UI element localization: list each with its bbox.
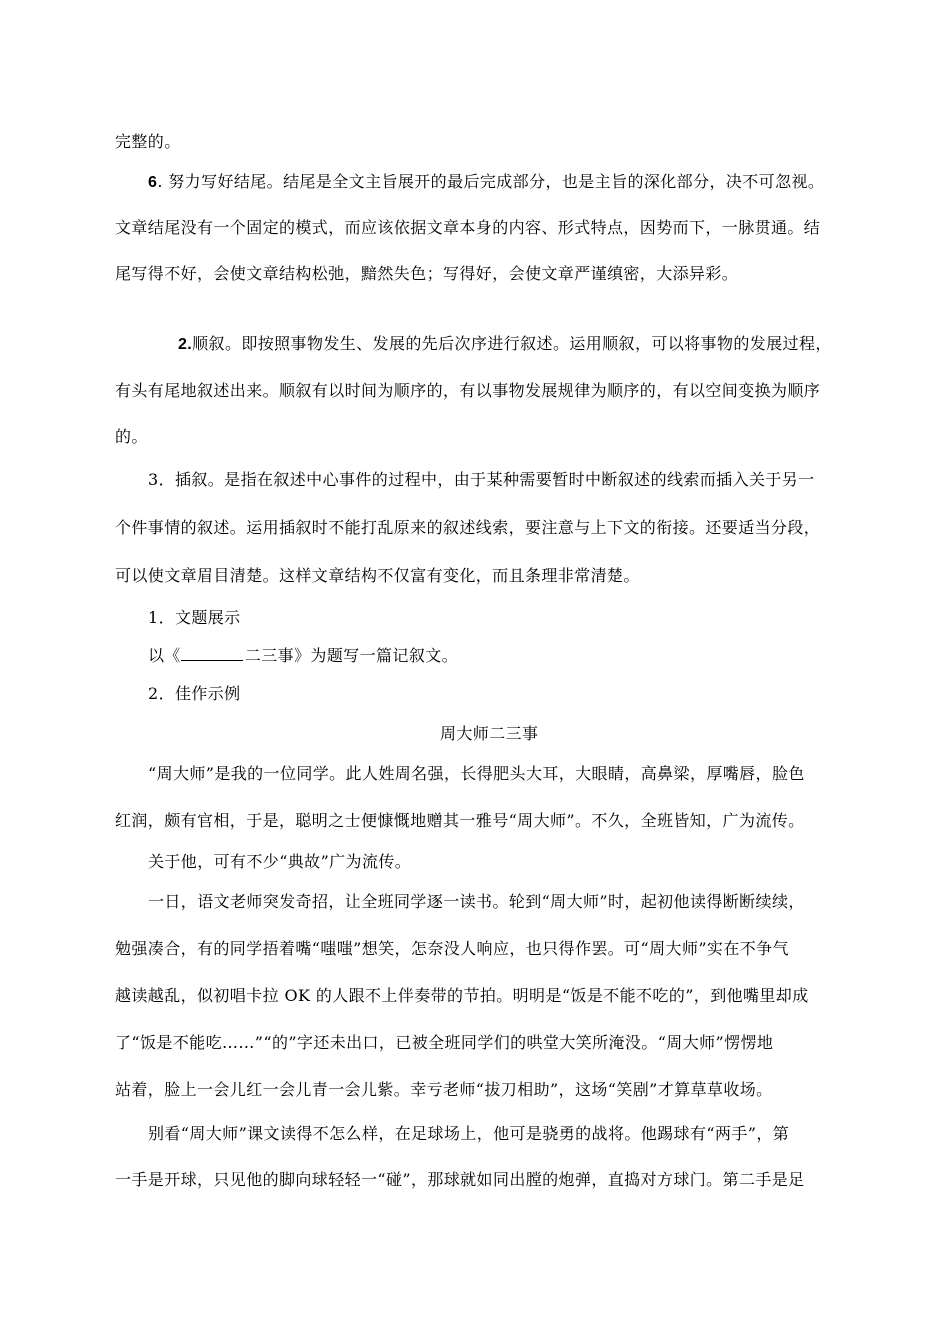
essay-title: 周大师二三事	[440, 724, 539, 743]
paragraph-line	[178, 334, 832, 355]
paragraph-line: 完整的。	[115, 132, 181, 151]
paragraph-line: 别看“周大师”课文读得不怎么样，在足球场上，他可是骁勇的战将。他踢球有“两手”，第	[148, 1124, 790, 1143]
paragraph-line: 3．插叙。是指在叙述中心事件的过程中，由于某种需要暂时中断叙述的线索而插入关于另一	[148, 470, 815, 489]
paragraph-line: 了“饭是不能吃……”“的”字还未出口，已被全班同学们的哄堂大笑所淹没。“周大师”愣愣地	[115, 1033, 774, 1052]
paragraph-line: 的。	[115, 427, 148, 446]
paragraph-line: 文章结尾没有一个固定的模式，而应该依据文章本身的内容、形式特点，因势而下，一脉贯通。结	[115, 218, 821, 237]
section-heading: 2．佳作示例	[148, 684, 241, 703]
paragraph-line: 个件事情的叙述。运用插叙时不能打乱原来的叙述线索，要注意与上下文的衔接。还要适当分段，	[115, 518, 821, 537]
paragraph-line: 站着，脸上一会儿红一会儿青一会儿紫。幸亏老师“拔刀相助”，这场“笑剧”才算草草收场。	[115, 1080, 773, 1099]
list-number: 6	[148, 174, 158, 191]
paragraph-line: 一手是开球，只见他的脚向球轻轻一“碰”，那球就如同出膛的炮弹，直捣对方球门。第二手是足	[115, 1170, 805, 1189]
fill-blank	[181, 648, 243, 661]
section-heading: 1．文题展示	[148, 608, 241, 627]
paragraph-line: 一日，语文老师突发奇招，让全班同学逐一读书。轮到“周大师”时，起初他读得断断续续，	[148, 892, 805, 911]
paragraph-text: 二三事》为题写一篇记叙文。	[244, 646, 459, 665]
paragraph-line: 可以使文章眉目清楚。这样文章结构不仅富有变化，而且条理非常清楚。	[115, 566, 640, 585]
paragraph-line: 勉强凑合，有的同学捂着嘴“嗤嗤”想笑，怎奈没人响应，也只得作罢。可“周大师”实在不争气	[115, 939, 789, 958]
list-number: 2.	[178, 336, 193, 353]
paragraph-line	[148, 646, 458, 666]
paragraph-text: 以《	[148, 646, 181, 665]
paragraph-line: 尾写得不好，会使文章结构松弛，黯然失色；写得好，会使文章严谨缜密，大添异彩。	[115, 264, 739, 283]
paragraph-line: “周大师”是我的一位同学。此人姓周名强，长得肥头大耳，大眼睛，高鼻梁，厚嘴唇，脸色	[148, 764, 805, 783]
paragraph-line: 红润，颇有官相，于是，聪明之士便慷慨地赠其一雅号“周大师”。不久，全班皆知，广为流传。	[115, 811, 805, 830]
paragraph-line: 关于他，可有不少“典故”广为流传。	[148, 852, 412, 871]
paragraph-text: . 努力写好结尾。结尾是全文主旨展开的最后完成部分，也是主旨的深化部分，决不可忽视。	[157, 172, 825, 191]
paragraph-line	[148, 172, 824, 193]
paragraph-line: 越读越乱，似初唱卡拉 OK 的人跟不上伴奏带的节拍。明明是“饭是不能不吃的”，到他嘴里却成	[115, 986, 809, 1005]
paragraph-text: 顺叙。即按照事物发生、发展的先后次序进行叙述。运用顺叙，可以将事物的发展过程，	[192, 334, 832, 353]
paragraph-line: 有头有尾地叙述出来。顺叙有以时间为顺序的，有以事物发展规律为顺序的，有以空间变换为顺序	[115, 381, 821, 400]
